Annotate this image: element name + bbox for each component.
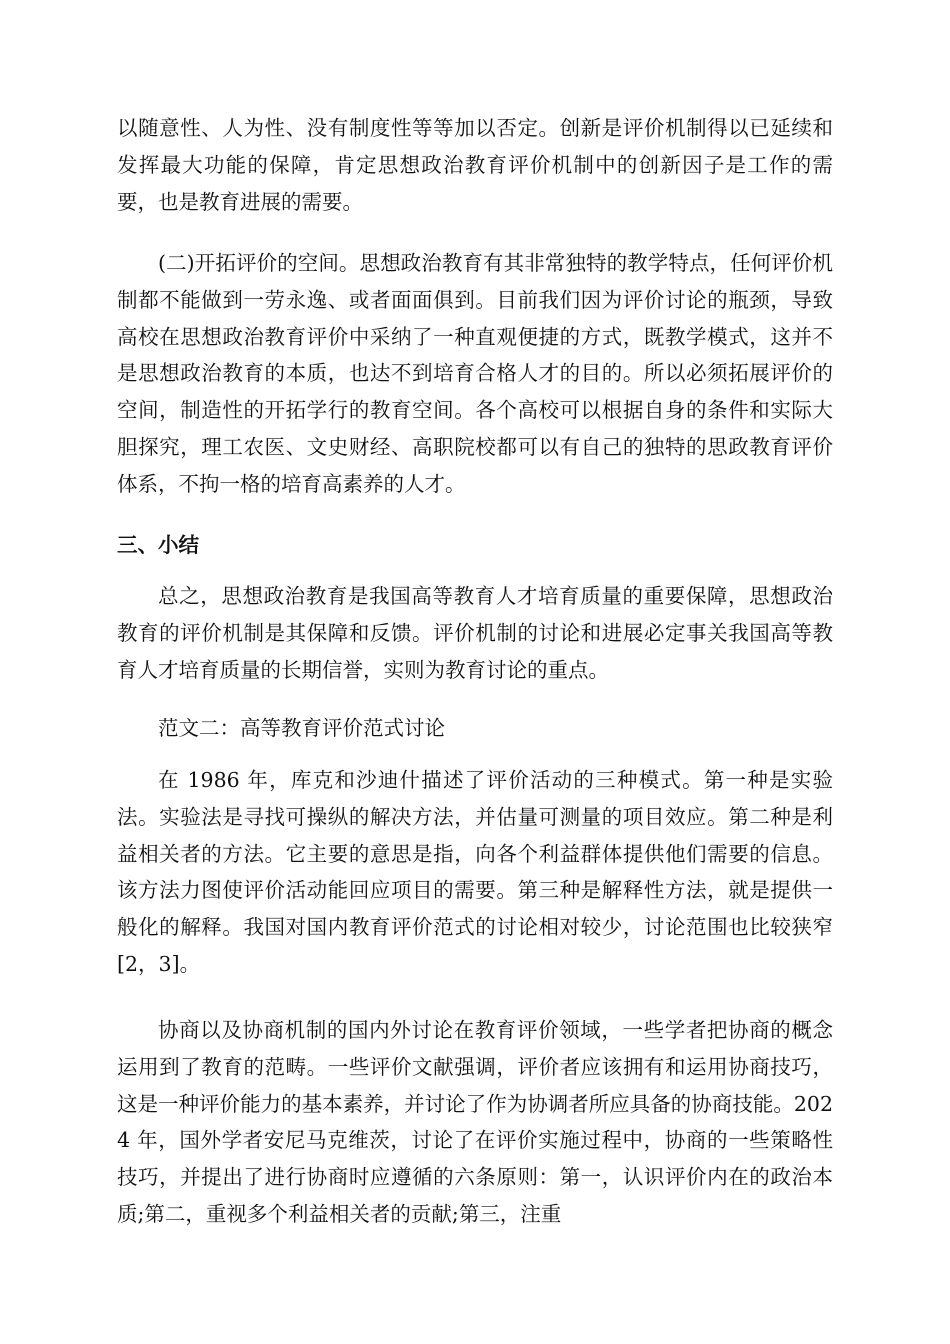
section-heading: 三、小结 <box>117 533 199 557</box>
paragraph-open-space <box>117 245 833 503</box>
sample-essay-title: 范文二：高等教育评价范式讨论 <box>158 716 445 740</box>
body-paragraph: 总之，思想政治教育是我国高等教育人才培育质量的重要保障，思想政治教育的评价机制是其保障和反馈。评价机制的讨论和进展必定事关我国高等教育人才培育质量的长期信誉，实则为教育讨论的重点。 <box>117 584 833 682</box>
paragraph-evaluation-modes <box>117 762 833 983</box>
paragraph-negotiation <box>117 1012 833 1233</box>
body-paragraph: (二)开拓评价的空间。思想政治教育有其非常独特的教学特点，任何评价机制都不能做到一劳永逸、或者面面俱到。目前我们因为评价讨论的瓶颈，导致高校在思想政治教育评价中采纳了一种直观便捷的方式，既教学模式，这并不是思想政治教育的本质，也达不到培育合格人才的目的。所以必须拓展评价的空间，制造性的开拓学行的教育空间。各个高校可以根据自身的条件和实际大胆探究，理工农医、文史财经、高职院校都可以有自己的独特的思政教育评价体系，不拘一格的培育高素养的人才。 <box>117 251 833 496</box>
body-paragraph: 在 1986 年，库克和沙迪什描述了评价活动的三种模式。第一种是实验法。实验法是寻找可操纵的解决方法，并估量可测量的项目效应。第二种是利益相关者的方法。它主要的意思是指，向各个利益群体提供他们需要的信息。该方法力图使评价活动能回应项目的需要。第三种是解释性方法，就是提供一般化的解释。我国对国内教育评价范式的讨论相对较少，讨论范围也比较狭窄[2，3]。 <box>117 768 833 976</box>
body-paragraph: 协商以及协商机制的国内外讨论在教育评价领域，一些学者把协商的概念运用到了教育的范畴。一些评价文献强调，评价者应该拥有和运用协商技巧，这是一种评价能力的基本素养，并讨论了作为协调者所应具备的协商技能。2024 年，国外学者安尼马克维茨，讨论了在评价实施过程中，协商的一些策略性技巧，并提出了进行协商时应遵循的六条原则：第一，认识评价内在的政治本质;第二，重视多个利益相关者的贡献;第三，注重 <box>117 1018 833 1226</box>
paragraph-summary <box>117 578 833 688</box>
body-paragraph: 以随意性、人为性、没有制度性等等加以否定。创新是评价机制得以已延续和发挥最大功能的保障，肯定思想政治教育评价机制中的创新因子是工作的需要，也是教育进展的需要。 <box>117 116 833 214</box>
section-heading-wrap <box>117 527 833 564</box>
paragraph-continuation <box>117 110 833 220</box>
subtitle-wrap <box>117 710 833 747</box>
